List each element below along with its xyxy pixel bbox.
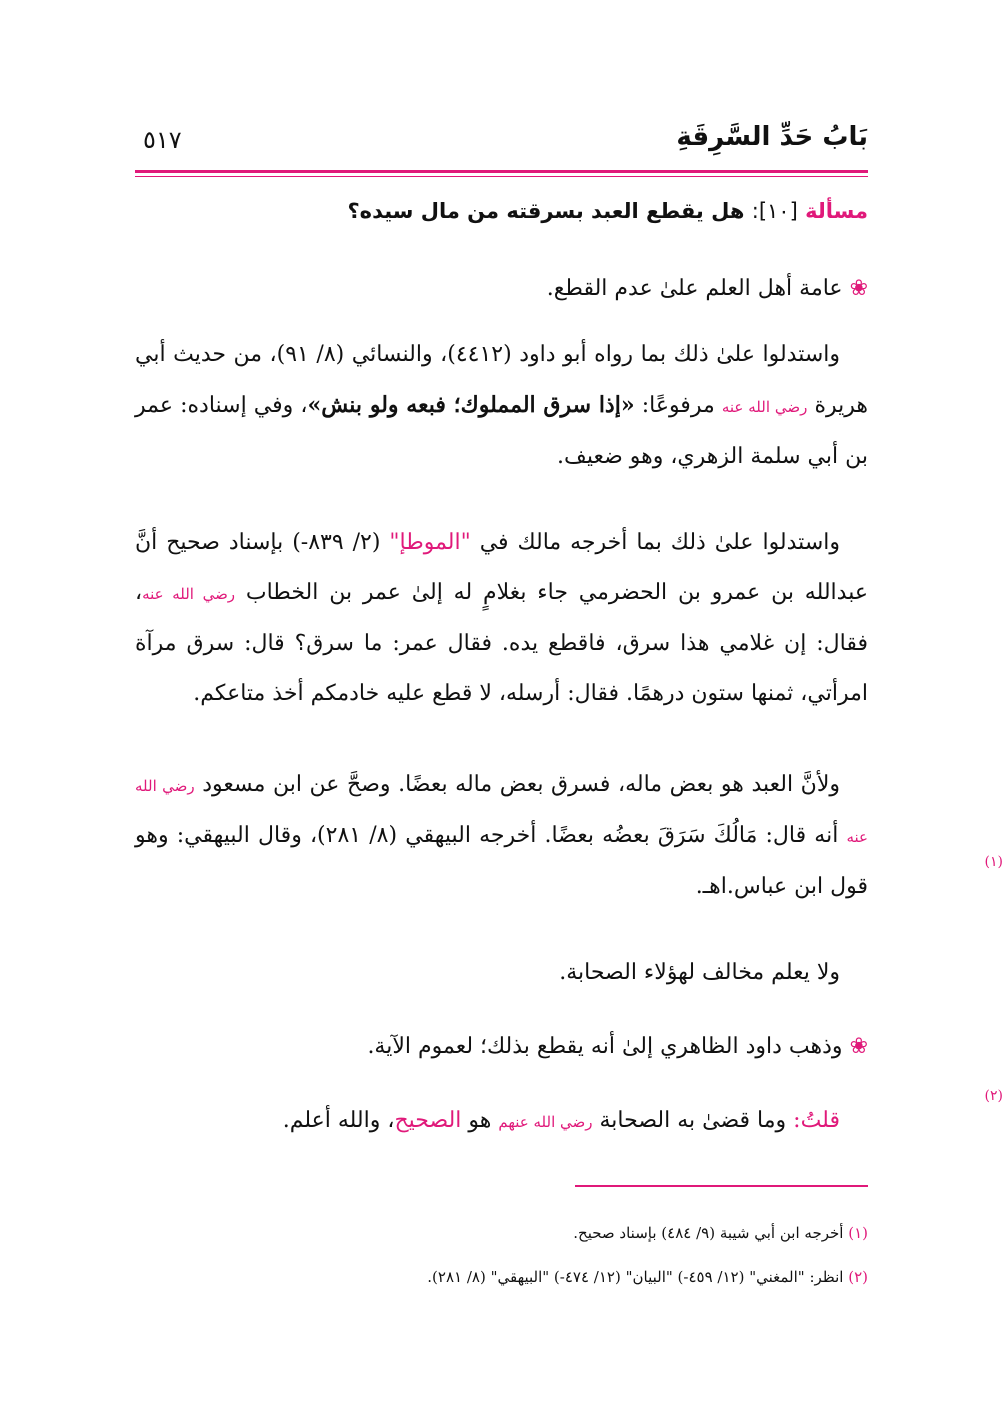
header-rule-thin [135,176,868,177]
footnote-number: (٢) [848,1268,868,1286]
issue-label: مسألة [805,199,868,223]
paragraph-text: اهـ. [695,874,727,899]
paragraph-reasoning: ولأنَّ العبد هو بعض ماله، فسرق بعض ماله بعضًا. وصحَّ عن ابن مسعود رضي الله عنه أنه قال: مَالُكَ سَرَقَ بعضُه بعضًا. أخرجه البيهقي (٨/ ٢٨١)، وقال البيهقي: وهو قول ابن عباس. (١) اهـ. [135,772,1003,899]
header-rule-thick [135,170,868,173]
flower-icon: ❀ [849,276,868,301]
paragraph-text: واستدلوا علىٰ ذلك بما أخرجه مالك في [479,530,840,555]
honorific-ligature: رضي الله عنه [142,585,236,603]
paragraph-text: عامة أهل العلم علىٰ عدم القطع. [546,276,843,301]
honorific-ligature: رضي الله عنهم [498,1113,593,1131]
footnote-text: انظر: "المغني" (١٢/ ٤٥٩-) "البيان" (١٢/ ٤٧٤-) "البيهقي" (٨/ ٢٨١). [427,1268,844,1286]
issue-question: هل يقطع العبد بسرقته من مال سيده؟ [347,199,745,223]
paragraph-conclusion: قلتُ: وما قضىٰ به الصحابة رضي الله عنهم هو الصحيح، والله أعلم. (٢) [282,1088,1003,1133]
paragraph-evidence-2 [135,518,868,719]
hadith-quote: «إذا سرق المملوك؛ فبعه ولو بنش» [307,392,635,418]
honorific-ligature: رضي الله عنه [721,398,808,416]
flower-icon: ❀ [849,1034,868,1059]
paragraph-no-dissent [135,948,868,998]
honorific-ligature: رضي الله عنه [135,777,869,846]
footnote-1 [135,1220,868,1246]
paragraph-text: ولا يعلم مخالف لهؤلاء الصحابة. [559,960,840,985]
paragraph-text: مرفوعًا: [641,393,715,418]
paragraph-text: ، وفي إسناده: عمر بن أبي سلمة الزهري، وهو ضعيف. [135,393,868,469]
paragraph-text: وما قضىٰ به الصحابة [599,1108,787,1133]
paragraph-text: ، فقال: إن غلامي هذا سرق، فاقطع يده. فقال عمر: ما سرق؟ قال: سرق مرآة امرأتي، ثمنها ستون درهمًا. فقال: أرسله، لا قطع عليه خادمكم أخذ متاعكم. [135,580,868,706]
paragraph-text: (٢/ ٨٣٩-) بإسناد صحيح أنَّ عبدالله بن عمرو بن الحضرمي جاء بغلامٍ له إلىٰ عمر بن الخطاب [135,530,868,605]
paragraph-text: واستدلوا علىٰ ذلك بما رواه أبو داود (٤٤١٢)، والنسائي (٨/ ٩١)، من حديث أبي هريرة [135,342,868,418]
paragraph-text: ، والله أعلم. [282,1108,395,1133]
paragraph-dawud-view [135,1022,868,1072]
footnote-separator [575,1185,868,1187]
footnote-2 [135,1264,868,1290]
paragraph-majority-view [135,264,868,314]
verdict-word: الصحيح [394,1108,462,1133]
footnote-number: (١) [848,1224,868,1242]
paragraph-text: هو [468,1108,492,1133]
paragraph-text: ولأنَّ العبد هو بعض ماله، فسرق بعض ماله بعضًا. وصحَّ عن ابن مسعود [202,772,840,797]
paragraph-evidence-1 [135,330,868,482]
book-title: "الموطإ" [389,530,471,555]
running-header [135,122,868,166]
paragraph-text: وذهب داود الظاهري إلىٰ أنه يقطع بذلك؛ لعموم الآية. [367,1034,843,1059]
footnote-text: أخرجه ابن أبي شيبة (٩/ ٤٨٤) بإسناد صحيح. [573,1224,844,1242]
page-number: ٥١٧ [143,126,182,154]
issue-number: [١٠]: [751,199,798,223]
chapter-title: بَابُ حَدِّ السَّرِقَةِ [676,122,868,152]
issue-heading [135,194,868,228]
author-label: قلتُ: [793,1108,840,1133]
paragraph-text: أنه قال: مَالُكَ سَرَقَ بعضُه بعضًا. أخرجه البيهقي (٨/ ٢٨١)، وقال البيهقي: وهو قول ابن عباس. [135,823,868,899]
